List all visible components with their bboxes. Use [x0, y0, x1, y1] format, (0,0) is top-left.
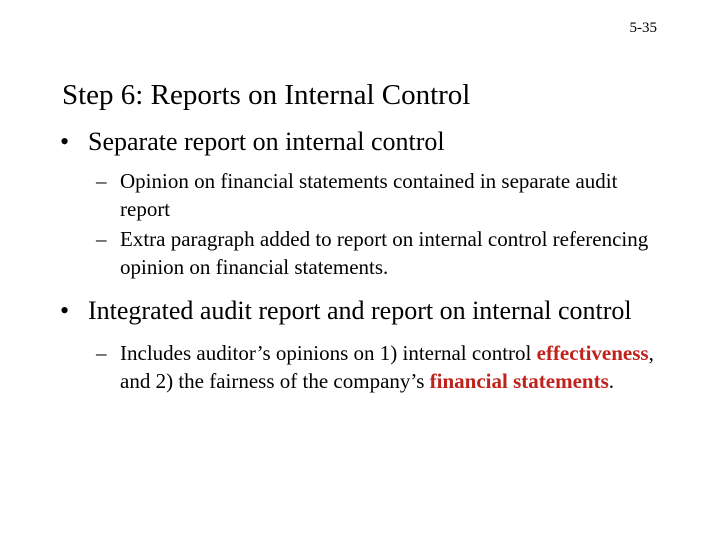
page-number: 5-35	[629, 20, 657, 36]
slide-title: Step 6: Reports on Internal Control	[62, 79, 471, 111]
text-part: , and 2) the fairness of the company’s	[120, 341, 654, 393]
text-part: Includes auditor’s opinions on 1) internal control	[120, 341, 537, 365]
text-part: .	[608, 369, 614, 393]
bullet-dot-icon: •	[60, 296, 70, 325]
dash-icon: –	[96, 169, 107, 193]
sub-bullet-extra-paragraph	[60, 225, 660, 281]
sub-bullet-text: Extra paragraph added to report on internal control referencing opinion on financial statements.	[120, 227, 649, 279]
bullet-dot-icon: •	[60, 127, 70, 156]
sub-bullet-text: Opinion on financial statements contained in separate audit report	[120, 169, 618, 221]
sub-list	[60, 167, 660, 281]
sub-list	[60, 339, 660, 395]
bullet-separate-report	[60, 126, 660, 157]
highlight-financial-statements: financial statements	[429, 369, 609, 393]
dash-icon: –	[96, 341, 107, 365]
highlight-effectiveness: effectiveness	[536, 341, 649, 365]
bullet-text: Separate report on internal control	[88, 127, 445, 156]
bullet-list	[60, 126, 660, 395]
bullet-text: Integrated audit report and report on internal control	[88, 296, 632, 325]
sub-bullet-opinion	[60, 167, 660, 223]
sub-bullet-text	[120, 341, 654, 393]
bullet-integrated-report	[60, 295, 660, 326]
sub-bullet-includes	[60, 339, 660, 395]
dash-icon: –	[96, 227, 107, 251]
